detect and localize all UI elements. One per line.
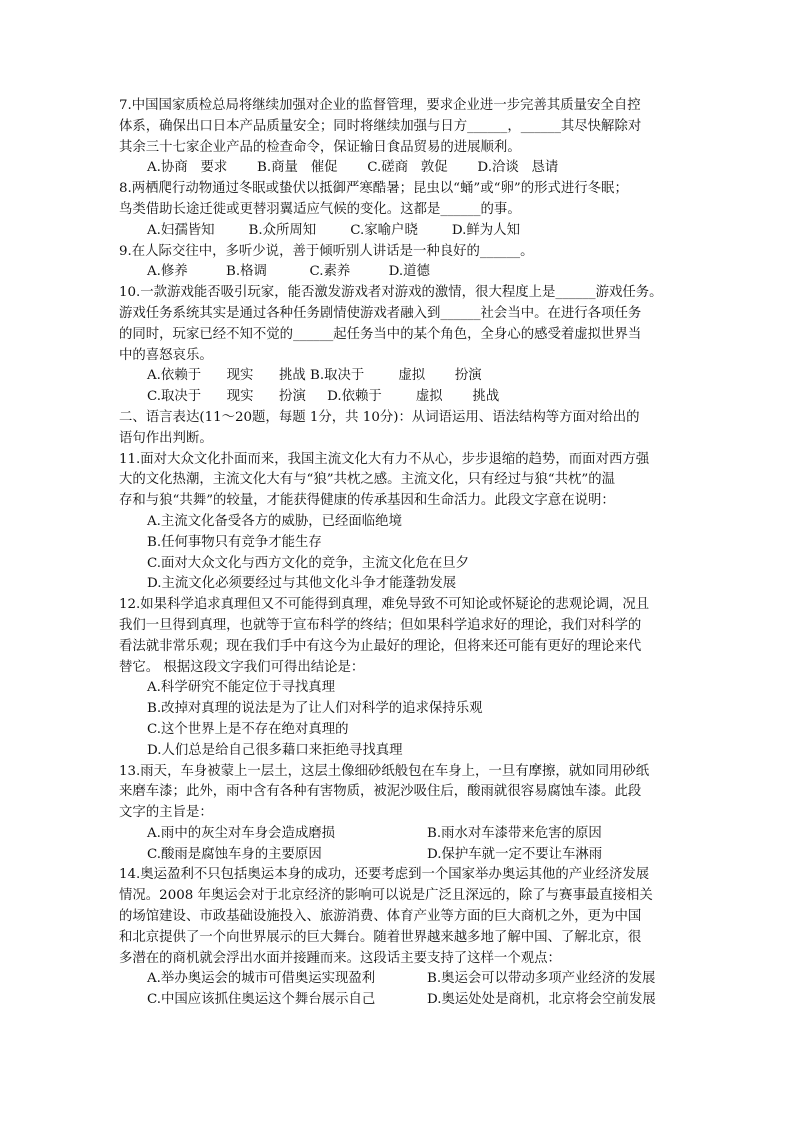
question-line: 游戏任务系统其实是通过各种任务剧情使游戏者融入到______社会当中。在进行各项任务 [119, 305, 642, 321]
answer-options: A.修养 B.格调 C.素养 D.道德 [147, 264, 430, 280]
question-line: 7.中国国家质检总局将继续加强对企业的监督管理，要求企业进一步完善其质量安全自控 [119, 98, 641, 113]
question-line: 中的喜怒哀乐。 [119, 347, 213, 363]
question-12 [119, 595, 689, 761]
answer-option: A.科学研究不能定位于寻找真理 [147, 680, 336, 696]
question-line: 的同时，玩家已经不知不觉的______起任务当中的某个角色，全身心的感受着虚拟世界当 [119, 326, 642, 342]
answer-option: C.面对大众文化与西方文化的竞争，主流文化危在旦夕 [147, 555, 470, 571]
answer-option: B.雨水对车漆带来危害的原因 [427, 825, 602, 841]
question-11 [119, 450, 689, 596]
section-line: 语句作出判断。 [119, 430, 213, 446]
section-heading [119, 408, 689, 450]
answer-option-row [119, 845, 689, 866]
question-line: 9.在人际交往中，多听少说，善于倾听别人讲话是一种良好的______。 [119, 243, 534, 259]
question-line: 情况。2008 年奥运会对于北京经济的影响可以说是广泛且深远的，除了与赛事最直接相关 [119, 888, 653, 904]
answer-option-row [119, 824, 689, 845]
question-line: 鸟类借助长途迁徙或更替羽翼适应气候的变化。这都是______的事。 [119, 201, 521, 217]
answer-option: C.中国应该抓住奥运这个舞台展示自己 [147, 992, 376, 1008]
answer-option: C.酸雨是腐蚀车身的主要原因 [147, 846, 322, 862]
answer-option-row [119, 969, 689, 990]
answer-options: A.妇孺皆知 B.众所周知 C.家喻户晓 D.鲜为人知 [147, 222, 520, 238]
answer-option: C.这个世界上是不存在绝对真理的 [147, 721, 349, 737]
section-line: 二、语言表达(11～20题，每题 1分，共 10分)：从词语运用、语法结构等方面对给出的 [119, 409, 640, 425]
question-line: 14.奥运盈利不只包括奥运本身的成功，还要考虑到一个国家举办奥运其他的产业经济发展 [119, 867, 650, 883]
question-14 [119, 865, 689, 1011]
question-line: 大的文化热潮，主流文化大有与“狼”共枕之感。主流文化，只有经过与狼“共枕”的温 [119, 472, 616, 488]
question-line: 体系，确保出口日本产品质量安全；同时将继续加强与日方______，______其尽快解除对 [119, 118, 642, 134]
answer-option: D.主流文化必须要经过与其他文化斗争才能蓬勃发展 [147, 576, 457, 592]
answer-option: A.举办奥运会的城市可借奥运实现盈利 [147, 971, 376, 987]
answer-options: C.取决于 现实 扮演 D.依赖于 虚拟 挑战 [147, 389, 500, 405]
question-line: 的场馆建设、市政基础设施投入、旅游消费、体育产业等方面的巨大商机之外，更为中国 [119, 909, 642, 925]
question-line: 8.两栖爬行动物通过冬眠或蛰伏以抵御严寒酷暑；昆虫以“蛹”或“卵”的形式进行冬眠； [119, 181, 628, 197]
question-7 [119, 96, 689, 179]
answer-option: D.人们总是给自己很多藉口来拒绝寻找真理 [147, 742, 403, 758]
question-line: 我们一旦得到真理，也就等于宣布科学的终结；但如果科学追求好的理论，我们对科学的 [119, 617, 642, 633]
question-line: 11.面对大众文化扑面而来，我国主流文化大有力不从心，步步退缩的趋势，而面对西方强 [119, 451, 650, 467]
question-line: 13.雨天，车身被蒙上一层土，这层土像细砂纸般包在车身上，一旦有摩擦，就如同用砂纸 [119, 763, 650, 779]
answer-options: A.依赖于 现实 挑战 B.取决于 虚拟 扮演 [147, 368, 482, 384]
question-line: 12.如果科学追求真理但又不可能得到真理，难免导致不可知论或怀疑论的悲观论调，况且 [119, 597, 650, 613]
answer-option: A.主流文化备受各方的威胁，已经面临绝境 [147, 513, 402, 529]
answer-option-row [119, 990, 689, 1011]
question-9 [119, 242, 689, 284]
question-line: 多潜在的商机就会浮出水面并接踵而来。这段话主要支持了这样一个观点： [119, 950, 561, 966]
answer-option: A.雨中的灰尘对车身会造成磨损 [147, 825, 336, 841]
question-line: 10.一款游戏能否吸引玩家，能否激发游戏者对游戏的激情，很大程度上是______游戏任务。 [119, 285, 663, 301]
question-8 [119, 179, 689, 241]
question-10 [119, 283, 689, 408]
question-line: 和北京提供了一个向世界展示的巨大舞台。随着世界越来越多地了解中国、了解北京，很 [119, 929, 642, 945]
answer-option: B.奥运会可以带动多项产业经济的发展 [427, 971, 656, 987]
question-line: 存和与狼“共舞”的较量，才能获得健康的传承基因和生命活力。此段文字意在说明： [119, 493, 615, 509]
answer-option: D.保护车就一定不要让车淋雨 [427, 846, 603, 862]
question-line: 替它。 根据这段文字我们可得出结论是： [119, 659, 365, 675]
question-13 [119, 762, 689, 866]
page-content [119, 96, 689, 1011]
question-line: 来磨车漆；此外，雨中含有各种有害物质，被泥沙吸住后，酸雨就很容易腐蚀车漆。此段 [119, 784, 642, 800]
question-line: 其余三十七家企业产品的检查命令，保证输日食品贸易的进展顺利。 [119, 139, 521, 155]
answer-option: B.任何事物只有竞争才能生存 [147, 534, 322, 550]
question-line: 看法就非常乐观；现在我们手中有这今为止最好的理论，但将来还可能有更好的理论来代 [119, 638, 642, 654]
answer-options: A.协商 要求 B.商量 催促 C.磋商 敦促 D.洽谈 恳请 [147, 160, 559, 176]
question-line: 文字的主旨是： [119, 805, 213, 821]
answer-option: D.奥运处处是商机，北京将会空前发展 [427, 992, 656, 1008]
answer-option: B.改掉对真理的说法是为了让人们对科学的追求保持乐观 [147, 701, 483, 717]
